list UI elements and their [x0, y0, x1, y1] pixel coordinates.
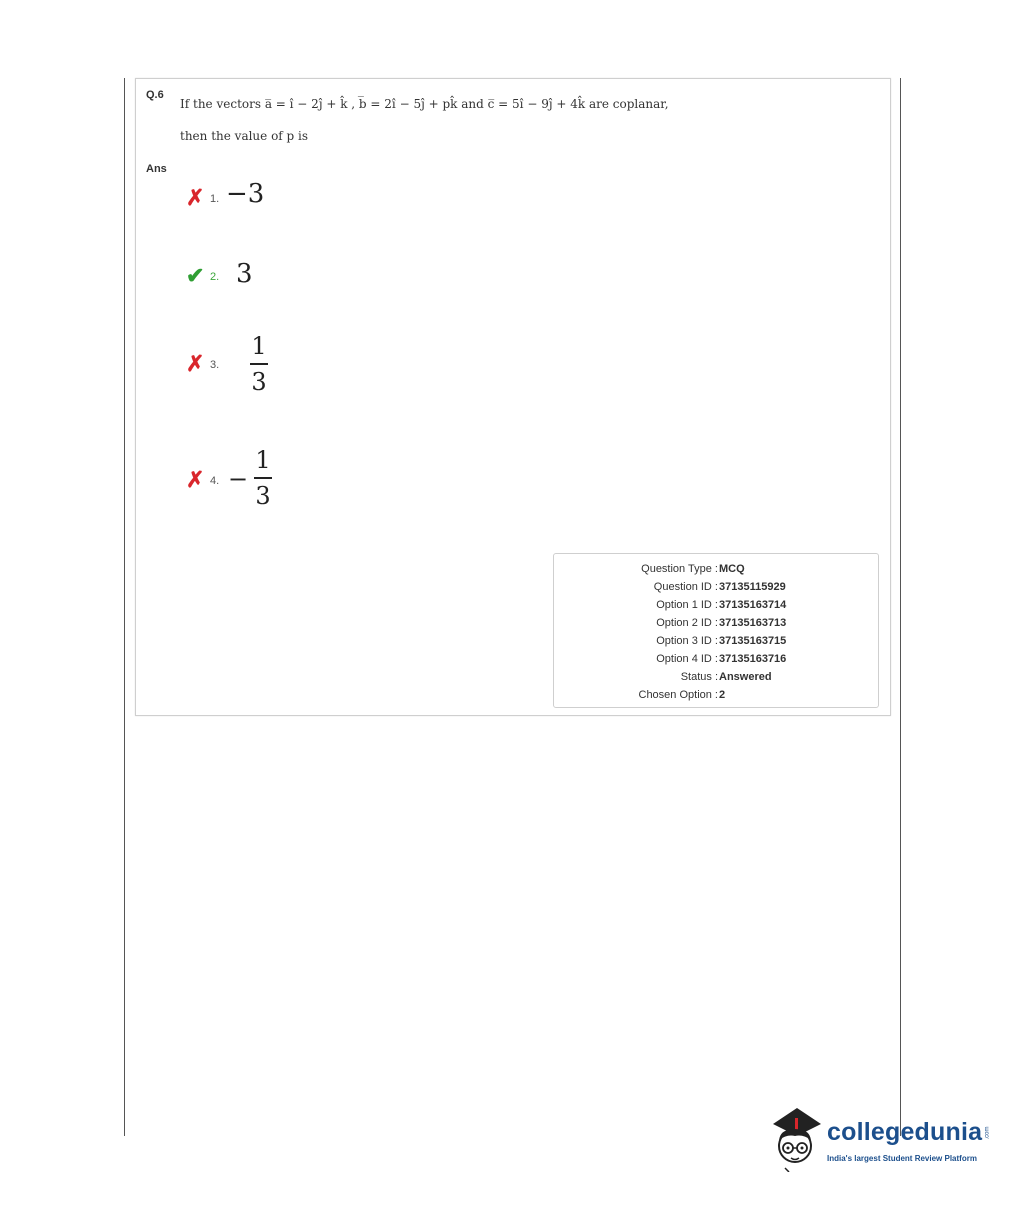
info-row-option2-id: [554, 617, 878, 635]
fraction: [246, 331, 272, 397]
option-value: 3: [236, 259, 253, 289]
option-number: 2.: [210, 271, 220, 283]
info-label: Option 4 ID :: [656, 653, 718, 665]
info-value: 2: [719, 689, 726, 701]
fraction-bar: [254, 477, 272, 479]
info-label: Chosen Option :: [638, 689, 718, 701]
info-label: Option 2 ID :: [656, 617, 718, 629]
option-4: [186, 445, 486, 510]
mascot-icon: [767, 1102, 827, 1172]
option-1: [186, 179, 486, 239]
info-row-status: [554, 671, 878, 689]
collegedunia-logo: [767, 1102, 997, 1177]
info-value: 37135163714: [719, 599, 787, 611]
logo-wordmark: collegedunia: [827, 1118, 983, 1146]
info-row-option4-id: [554, 653, 878, 671]
cross-icon: ✗: [186, 351, 205, 376]
option-3: [186, 331, 486, 396]
cross-icon: ✗: [186, 185, 205, 210]
info-label: Question ID :: [653, 581, 718, 593]
info-value: 37135115929: [719, 581, 786, 593]
info-label: Option 3 ID :: [656, 635, 718, 647]
question-text-line2: then the value of p is: [180, 129, 309, 143]
option-2: [186, 257, 486, 317]
info-label: Question Type :: [641, 563, 718, 575]
info-label: Status :: [680, 671, 718, 683]
info-value: MCQ: [719, 563, 745, 575]
option-number: 3.: [210, 359, 220, 371]
info-value: 37135163715: [719, 635, 787, 647]
question-info-panel: [553, 553, 879, 708]
question-text: If the vectors a̅ = î − 2ĵ + k̂ , b̅ = 2î − 5ĵ + pk̂ and c̅ = 5î − 9ĵ + 4k̂ are coplanar,: [180, 97, 669, 111]
cross-icon: ✗: [186, 467, 205, 492]
fraction-denominator: 3: [255, 482, 271, 510]
option-value: −3: [226, 179, 265, 209]
info-label: Option 1 ID :: [656, 599, 718, 611]
info-row-chosen-option: [554, 689, 878, 707]
option-number: 4.: [210, 475, 220, 487]
fraction: [250, 445, 276, 511]
page-border-right: [900, 78, 901, 1136]
info-row-option3-id: [554, 635, 878, 653]
info-value: 37135163716: [719, 653, 787, 665]
logo-suffix: .com: [984, 1126, 991, 1140]
negative-sign: −: [228, 465, 249, 493]
info-row-question-id: [554, 581, 878, 599]
info-value: 37135163713: [719, 617, 787, 629]
fraction-numerator: 1: [251, 332, 267, 360]
fraction-denominator: 3: [251, 368, 267, 396]
question-panel: [135, 78, 891, 716]
page-border-left: [124, 78, 125, 1136]
logo-tagline: India's largest Student Review Platform: [827, 1154, 977, 1163]
fraction-numerator: 1: [255, 446, 271, 474]
info-row-question-type: [554, 563, 878, 581]
info-value: Answered: [719, 671, 772, 683]
question-number: Q.6: [146, 89, 164, 101]
check-icon: ✔: [186, 263, 205, 288]
answer-label: Ans: [146, 163, 167, 175]
option-number: 1.: [210, 193, 220, 205]
fraction-bar: [250, 363, 268, 365]
info-row-option1-id: [554, 599, 878, 617]
